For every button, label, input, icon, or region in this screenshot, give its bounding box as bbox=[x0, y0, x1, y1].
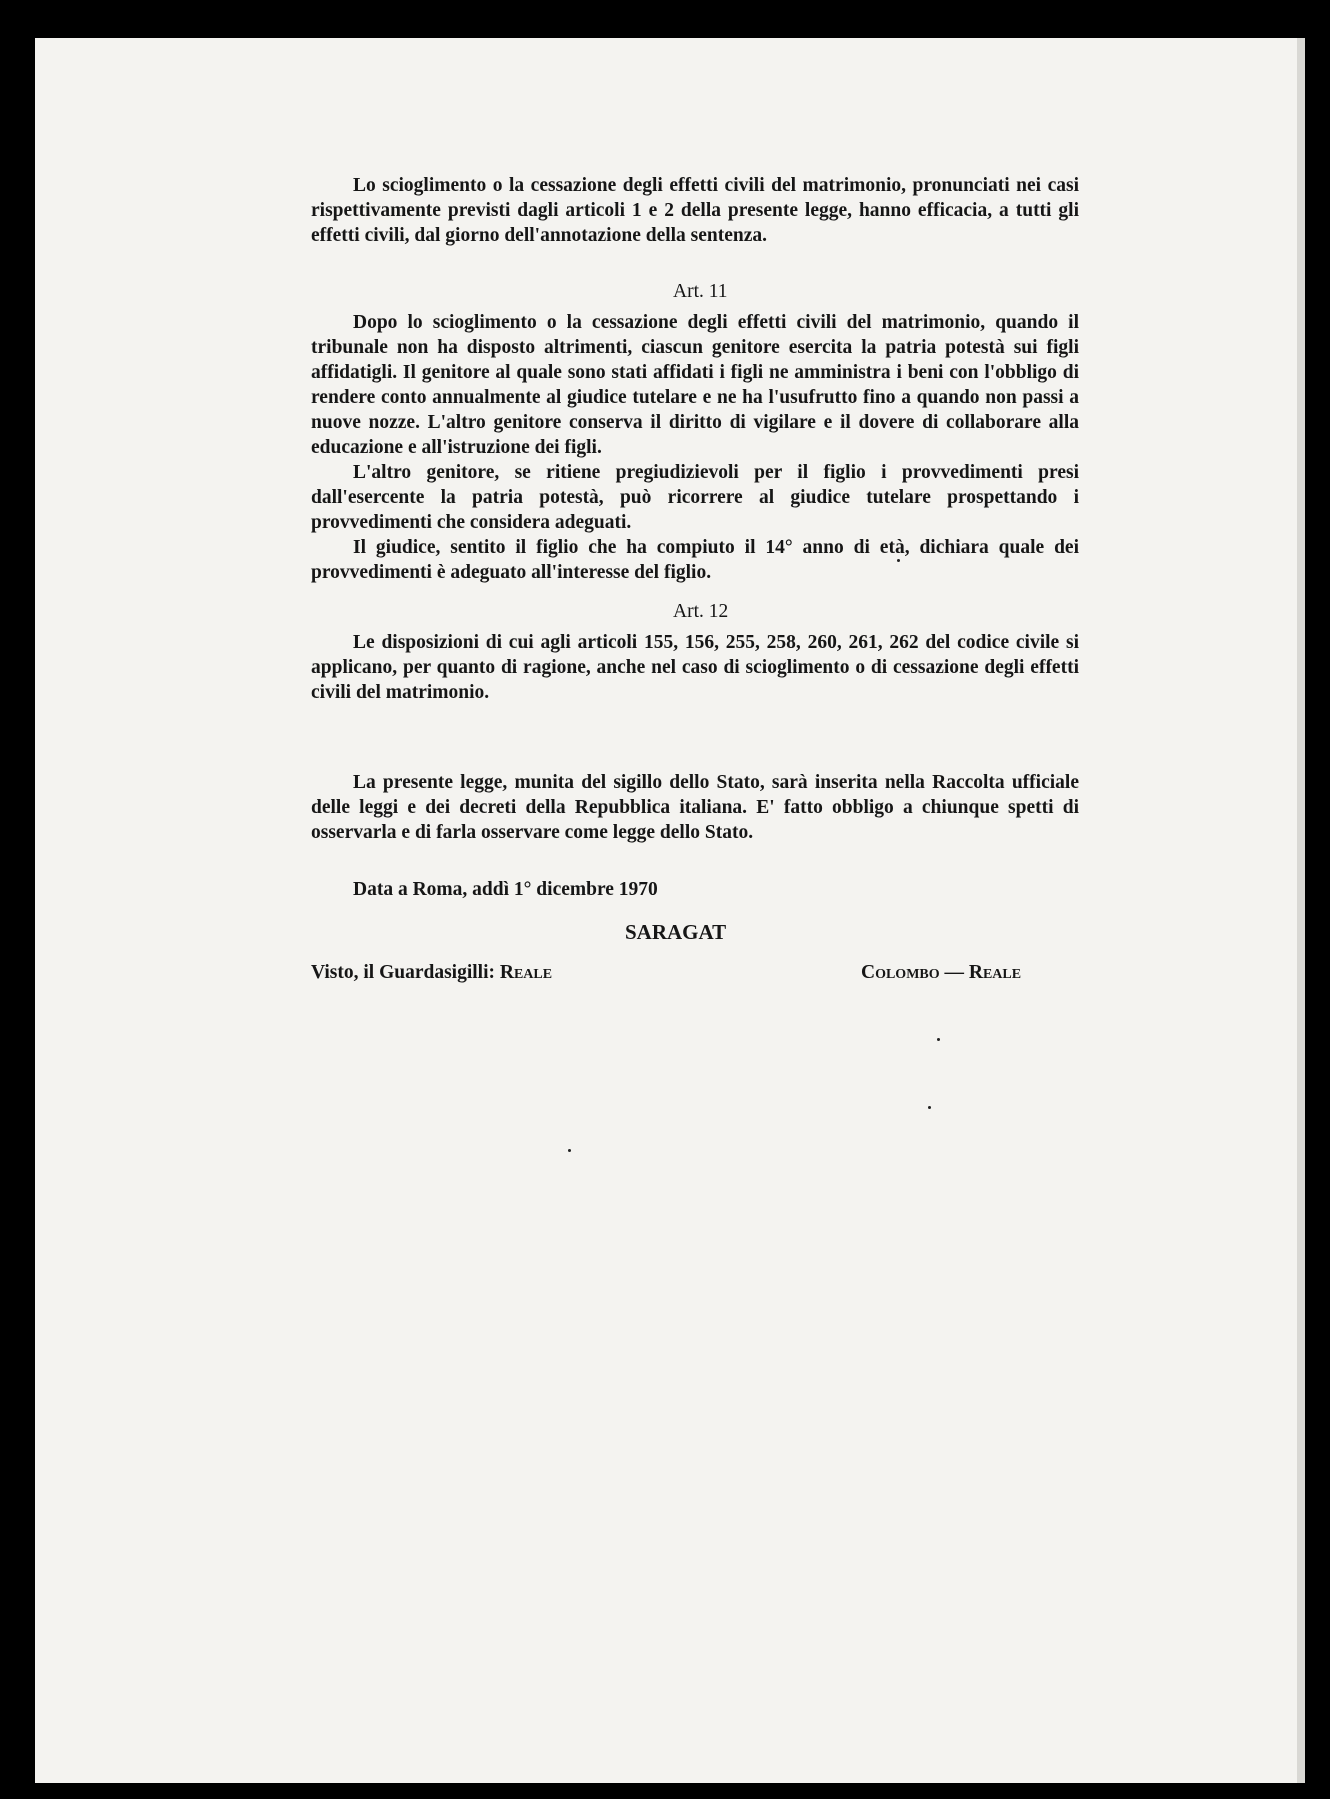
text-block-article-12 bbox=[311, 630, 1079, 705]
text-block-promulgation bbox=[311, 770, 1079, 845]
article-11-paragraph-1: Dopo lo scioglimento o la cessazione degli effetti civili del matrimonio, quando il tribunale non ha disposto altrimenti, ciascun genitore esercita la patria potestà sui figli affidatigli. Il genitore al quale sono stati affidati i figli ne amministra i beni con l'obbligo di rendere conto annualmente al giudice tutelare e ne ha l'usufrutto fino a quando non passi a nuove nozze. L'altro genitore conserva il diritto di vigilare e il dovere di collaborare alla educazione e all'istruzione dei figli. bbox=[311, 312, 1079, 458]
visto-line bbox=[311, 962, 552, 984]
visto-label: Visto, il Guardasigilli: bbox=[311, 962, 496, 983]
speck-mark bbox=[937, 1038, 940, 1041]
text-block-article-10-end bbox=[311, 173, 1079, 248]
article-11-heading: Art. 11 bbox=[673, 281, 728, 302]
page-edge bbox=[1297, 38, 1305, 1783]
article-11-paragraph-3: Il giudice, sentito il figlio che ha compiuto il 14° anno di età, dichiara quale dei provvedimenti è adeguato all'interesse del figlio. bbox=[311, 537, 1079, 583]
article-12-heading: Art. 12 bbox=[673, 601, 729, 622]
article-11-paragraph-2: L'altro genitore, se ritiene pregiudizievoli per il figlio i provvedimenti presi dall'esercente la patria potestà, può ricorrere al giudice tutelare prospettando i provvedimenti che considera adeguati. bbox=[311, 462, 1079, 533]
article-12-paragraph-1: Le disposizioni di cui agli articoli 155, 156, 255, 258, 260, 261, 262 del codice civile si applicano, per quanto di ragione, anche nel caso di scioglimento o di cessazione degli effetti civili del matrimonio. bbox=[311, 632, 1079, 703]
document-page bbox=[35, 38, 1305, 1783]
date-line: Data a Roma, addì 1° dicembre 1970 bbox=[353, 879, 658, 900]
speck-mark bbox=[897, 559, 900, 562]
signatory: SARAGAT bbox=[625, 920, 727, 944]
article-10-paragraph: Lo scioglimento o la cessazione degli effetti civili del matrimonio, pronunciati nei casi rispettivamente previsti dagli articoli 1 e 2 della presente legge, hanno efficacia, a tutti gli effetti civili, dal giorno dell'annotazione della sentenza. bbox=[311, 175, 1079, 246]
speck-mark bbox=[568, 1149, 571, 1152]
speck-mark bbox=[928, 1106, 931, 1109]
visto-name: Reale bbox=[499, 962, 553, 983]
text-block-article-11 bbox=[311, 310, 1079, 585]
countersignature: Colombo — Reale bbox=[861, 962, 1022, 983]
promulgation-paragraph: La presente legge, munita del sigillo dello Stato, sarà inserita nella Raccolta ufficiale delle leggi e dei decreti della Repubblica italiana. E' fatto obbligo a chiunque spetti di osservarla e di farla osservare come legge dello Stato. bbox=[311, 772, 1079, 843]
